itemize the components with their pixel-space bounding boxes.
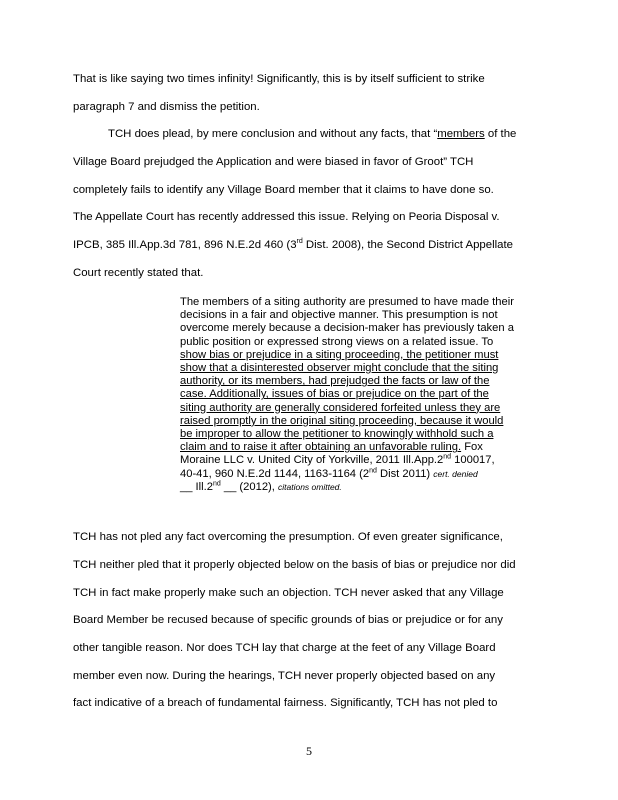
text-span: of the [484,128,517,140]
quote-line-underlined: case. Additionally, issues of bias or prejudice on the part of the [180,388,489,401]
body-text-line: Board Member be recused because of specific grounds of bias or prejudice or for any [73,614,503,626]
superscript: rd [296,238,303,246]
text-span: Moraine LLC v. United City of Yorkville, 2011 Ill.App.2 [180,454,444,467]
quote-line-underlined: raised promptly in the original siting proceeding, because it would [180,414,504,427]
text-span: Dist. 2008), the Second District Appellate [302,239,513,251]
citation-line [180,468,550,481]
body-text-line: Village Board prejudged the Application and were biased in favor of Groot” TCH [73,156,474,168]
quote-line-underlined: authority, or its members, had prejudged the facts or law of the [180,375,490,388]
body-text-line: paragraph 7 and dismiss the petition. [73,101,260,113]
body-text-line: fact indicative of a breach of fundamental fairness. Significantly, TCH has not pled to [73,697,498,709]
body-text-line: TCH has not pled any fact overcoming the presumption. Of even greater significance, [73,531,503,543]
paragraph-first-line [108,128,516,140]
superscript: nd [443,453,452,461]
quote-line: The members of a siting authority are presumed to have made their [180,296,514,308]
body-text-line: member even now. During the hearings, TCH never properly objected based on any [73,670,496,682]
quote-line [180,441,550,454]
quote-line: overcome merely because a decision-maker has previously taken a [180,322,514,335]
quote-line: public position or expressed strong views on a related issue. To [180,335,494,348]
body-text-line: TCH in fact make properly make such an objection. TCH never asked that any Village [73,587,504,599]
underlined-text: claim and to raise it after obtaining an unfavorable ruling. [180,441,462,454]
italic-note: cert. denied [433,468,478,479]
superscript: nd [369,466,377,474]
page-number: 5 [306,744,312,758]
citation-line [180,481,550,494]
text-span: __ (2012), [220,480,278,493]
text-span: __ Ill.2 [180,480,213,493]
citation-line [180,454,550,467]
body-text-line: That is like saying two times infinity! Significantly, this is by itself sufficient to strike [73,73,485,85]
underlined-word: members [437,128,485,140]
quote-line-underlined: show that a disinterested observer might conclude that the siting [180,362,499,375]
quote-line-underlined: siting authority are generally considered forfeited unless they are [180,401,501,414]
superscript: nd [212,480,221,488]
body-text-line: The Appellate Court has recently addressed this issue. Relying on Peoria Disposal v. [73,211,500,223]
body-text-line: completely fails to identify any Village Board member that it claims to have done so. [73,184,494,196]
quote-line-underlined: show bias or prejudice in a siting proceeding, the petitioner must [180,348,499,361]
text-span: 40-41, 960 N.E.2d 1144, 1163-1164 (2 [180,467,370,480]
quote-line: decisions in a fair and objective manner. This presumption is not [180,309,498,322]
text-span: Fox [461,441,483,454]
text-span: 100017, [451,454,495,467]
text-span: IPCB, 385 Ill.App.3d 781, 896 N.E.2d 460 (3 [73,239,297,251]
italic-note: citations omitted. [277,481,342,492]
body-text-line [73,239,513,251]
quote-line-underlined: be improper to allow the petitioner to knowingly withhold such a [180,428,494,441]
text-span: Dist 2011) [376,467,434,480]
text-span: TCH does plead, by mere conclusion and without any facts, that “ [108,128,438,140]
block-quote [180,296,550,494]
body-text-line: TCH neither pled that it properly objected below on the basis of bias or prejudice nor did [73,559,516,571]
body-text-line: Court recently stated that. [73,267,204,279]
body-text-line: other tangible reason. Nor does TCH lay that charge at the feet of any Village Board [73,642,496,654]
